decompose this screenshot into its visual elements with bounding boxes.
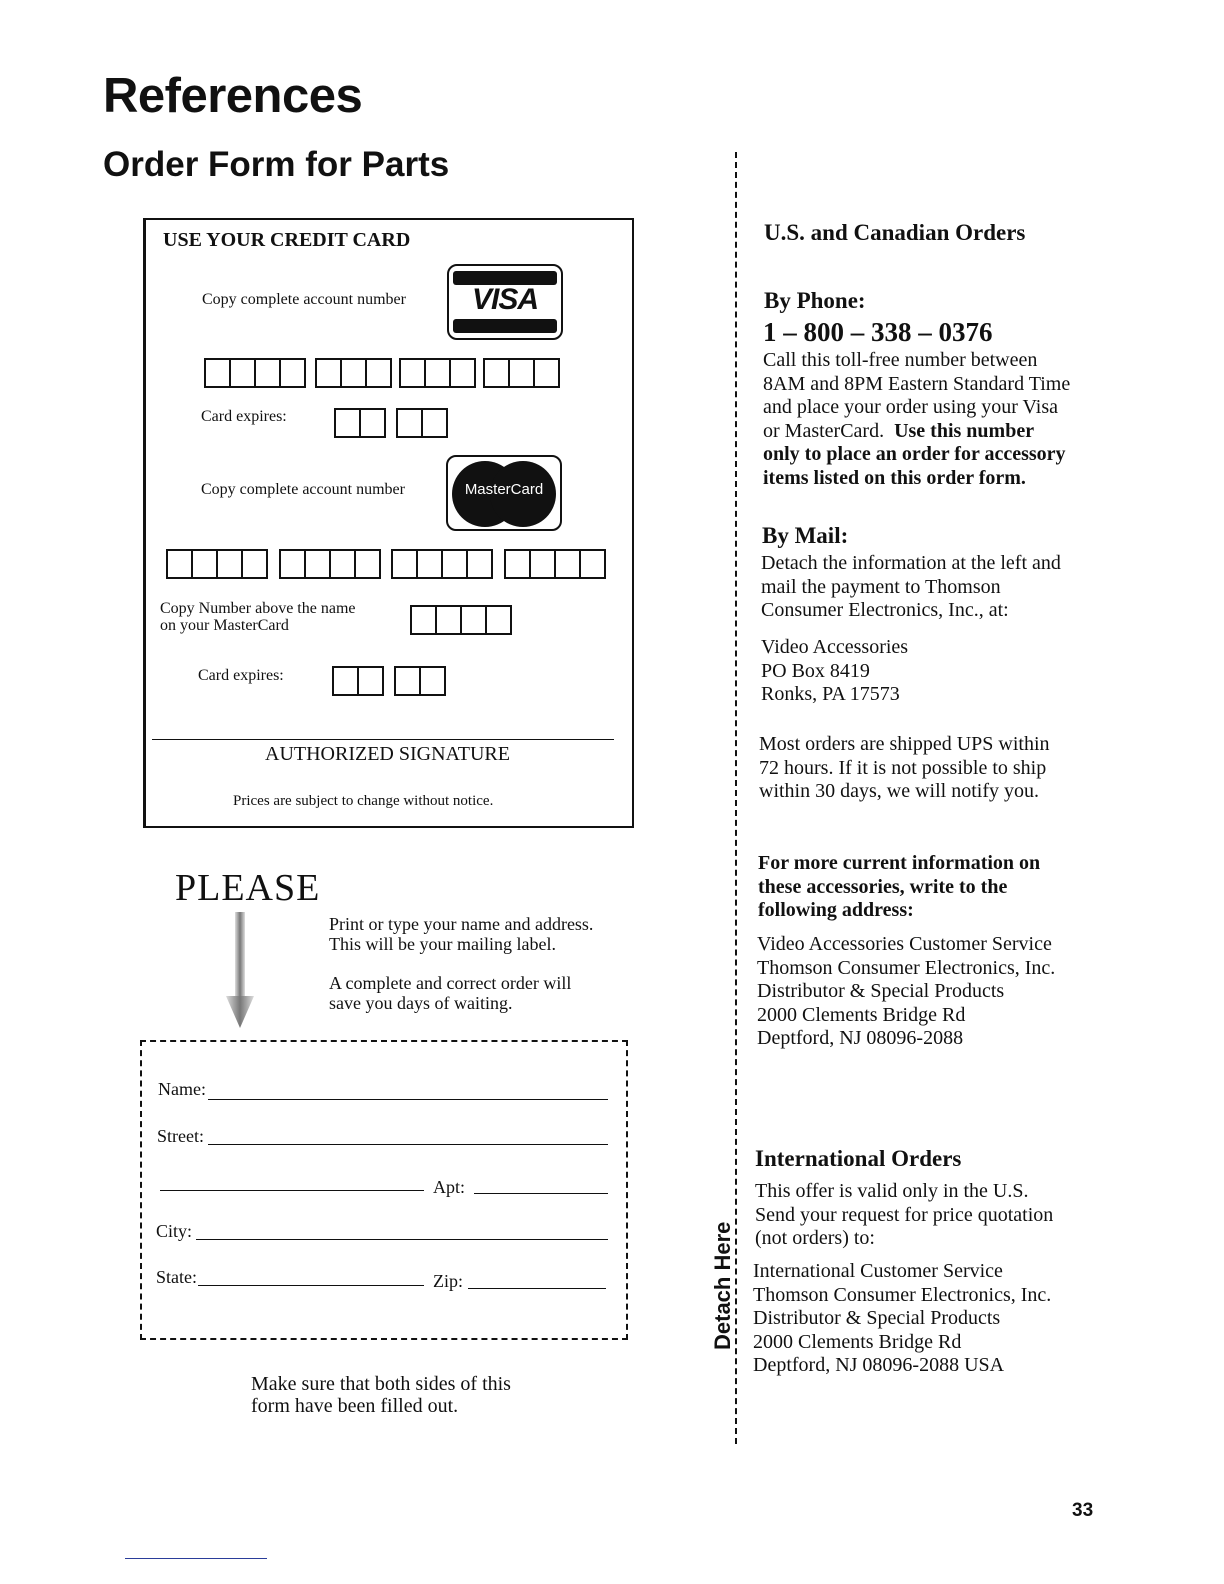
visa-expires-label: Card expires: bbox=[201, 408, 287, 425]
mailing-instruction-2: A complete and correct order will save you days of waiting. bbox=[329, 973, 572, 1013]
by-phone-heading: By Phone: bbox=[764, 288, 866, 313]
street-label: Street: bbox=[157, 1126, 204, 1146]
street-field[interactable] bbox=[208, 1144, 608, 1145]
down-arrow-icon bbox=[224, 912, 256, 1030]
visa-number-group-1[interactable] bbox=[204, 358, 306, 388]
shipping-info: Most orders are shipped UPS within 72 hours. If it is not possible to ship within 30 days, we will notify you. bbox=[759, 733, 1050, 802]
us-orders-heading: U.S. and Canadian Orders bbox=[764, 220, 1026, 245]
mc-expires-year[interactable] bbox=[394, 666, 446, 696]
mc-account-label: Copy complete account number bbox=[201, 481, 405, 498]
please-heading: PLEASE bbox=[175, 867, 321, 909]
mc-name-number-boxes[interactable] bbox=[410, 605, 512, 635]
mc-expires-label: Card expires: bbox=[198, 667, 284, 684]
international-address: International Customer Service Thomson Consumer Electronics, Inc. Distributor & Special Products 2000 Clements Bridge Rd Deptford, NJ 08096-2088 USA bbox=[753, 1260, 1052, 1376]
visa-number-group-2[interactable] bbox=[315, 358, 392, 388]
international-orders-heading: International Orders bbox=[755, 1146, 962, 1171]
footer-rule bbox=[125, 1558, 267, 1559]
mc-number-group-1[interactable] bbox=[166, 549, 268, 579]
visa-expires-month[interactable] bbox=[334, 408, 386, 438]
mastercard-logo-text: MasterCard bbox=[464, 481, 544, 498]
page-subtitle: Order Form for Parts bbox=[103, 145, 450, 184]
page-title: References bbox=[103, 69, 363, 123]
mc-expires-month[interactable] bbox=[332, 666, 384, 696]
mailing-instruction-1: Print or type your name and address. This will be your mailing label. bbox=[329, 914, 594, 954]
visa-number-group-3[interactable] bbox=[399, 358, 476, 388]
street-line-2-field[interactable] bbox=[160, 1190, 424, 1191]
apt-field[interactable] bbox=[474, 1193, 608, 1194]
more-info-address: Video Accessories Customer Service Thomson Consumer Electronics, Inc. Distributor & Special Products 2000 Clements Bridge Rd Deptford, NJ 08096-2088 bbox=[757, 933, 1056, 1049]
mc-name-number-label: Copy Number above the name on your MasterCard bbox=[160, 600, 356, 634]
page-number: 33 bbox=[1072, 1500, 1094, 1521]
completion-note: Make sure that both sides of this form have been filled out. bbox=[251, 1373, 511, 1417]
phone-number: 1 – 800 – 338 – 0376 bbox=[763, 317, 993, 347]
phone-instructions: Call this toll-free number between 8AM and 8PM Eastern Standard Time and place your order using your Visa or MasterCard. Use this number only to place an order for accessory items listed on this order form. bbox=[763, 349, 1071, 489]
name-label: Name: bbox=[158, 1079, 206, 1099]
apt-label: Apt: bbox=[433, 1177, 466, 1197]
mc-number-group-3[interactable] bbox=[391, 549, 493, 579]
detach-here-label: Detach Here bbox=[710, 1221, 735, 1350]
visa-expires-year[interactable] bbox=[396, 408, 448, 438]
signature-label: AUTHORIZED SIGNATURE bbox=[265, 743, 510, 765]
city-field[interactable] bbox=[196, 1239, 608, 1240]
state-field[interactable] bbox=[198, 1285, 424, 1286]
international-instructions: This offer is valid only in the U.S. Send your request for price quotation (not orders) to: bbox=[755, 1180, 1054, 1249]
visa-logo-text: VISA bbox=[471, 283, 539, 316]
zip-label: Zip: bbox=[433, 1271, 463, 1291]
state-label: State: bbox=[156, 1267, 197, 1287]
visa-bar-bottom bbox=[453, 319, 557, 333]
mail-instructions: Detach the information at the left and mail the payment to Thomson Consumer Electronics, Inc., at: bbox=[761, 552, 1061, 621]
visa-account-label: Copy complete account number bbox=[202, 291, 406, 308]
visa-number-group-4[interactable] bbox=[483, 358, 560, 388]
more-info-heading: For more current information on these accessories, write to the following address: bbox=[758, 852, 1041, 921]
mc-number-group-2[interactable] bbox=[279, 549, 381, 579]
by-mail-heading: By Mail: bbox=[762, 523, 849, 548]
visa-logo bbox=[447, 264, 563, 340]
zip-field[interactable] bbox=[468, 1288, 606, 1289]
mail-address: Video Accessories PO Box 8419 Ronks, PA 17573 bbox=[761, 636, 909, 705]
mastercard-logo bbox=[446, 455, 562, 531]
credit-card-heading: USE YOUR CREDIT CARD bbox=[163, 229, 411, 251]
price-notice: Prices are subject to change without notice. bbox=[233, 793, 494, 809]
mc-number-group-4[interactable] bbox=[504, 549, 606, 579]
name-field[interactable] bbox=[208, 1099, 608, 1100]
city-label: City: bbox=[156, 1221, 193, 1241]
signature-line[interactable] bbox=[152, 739, 614, 740]
